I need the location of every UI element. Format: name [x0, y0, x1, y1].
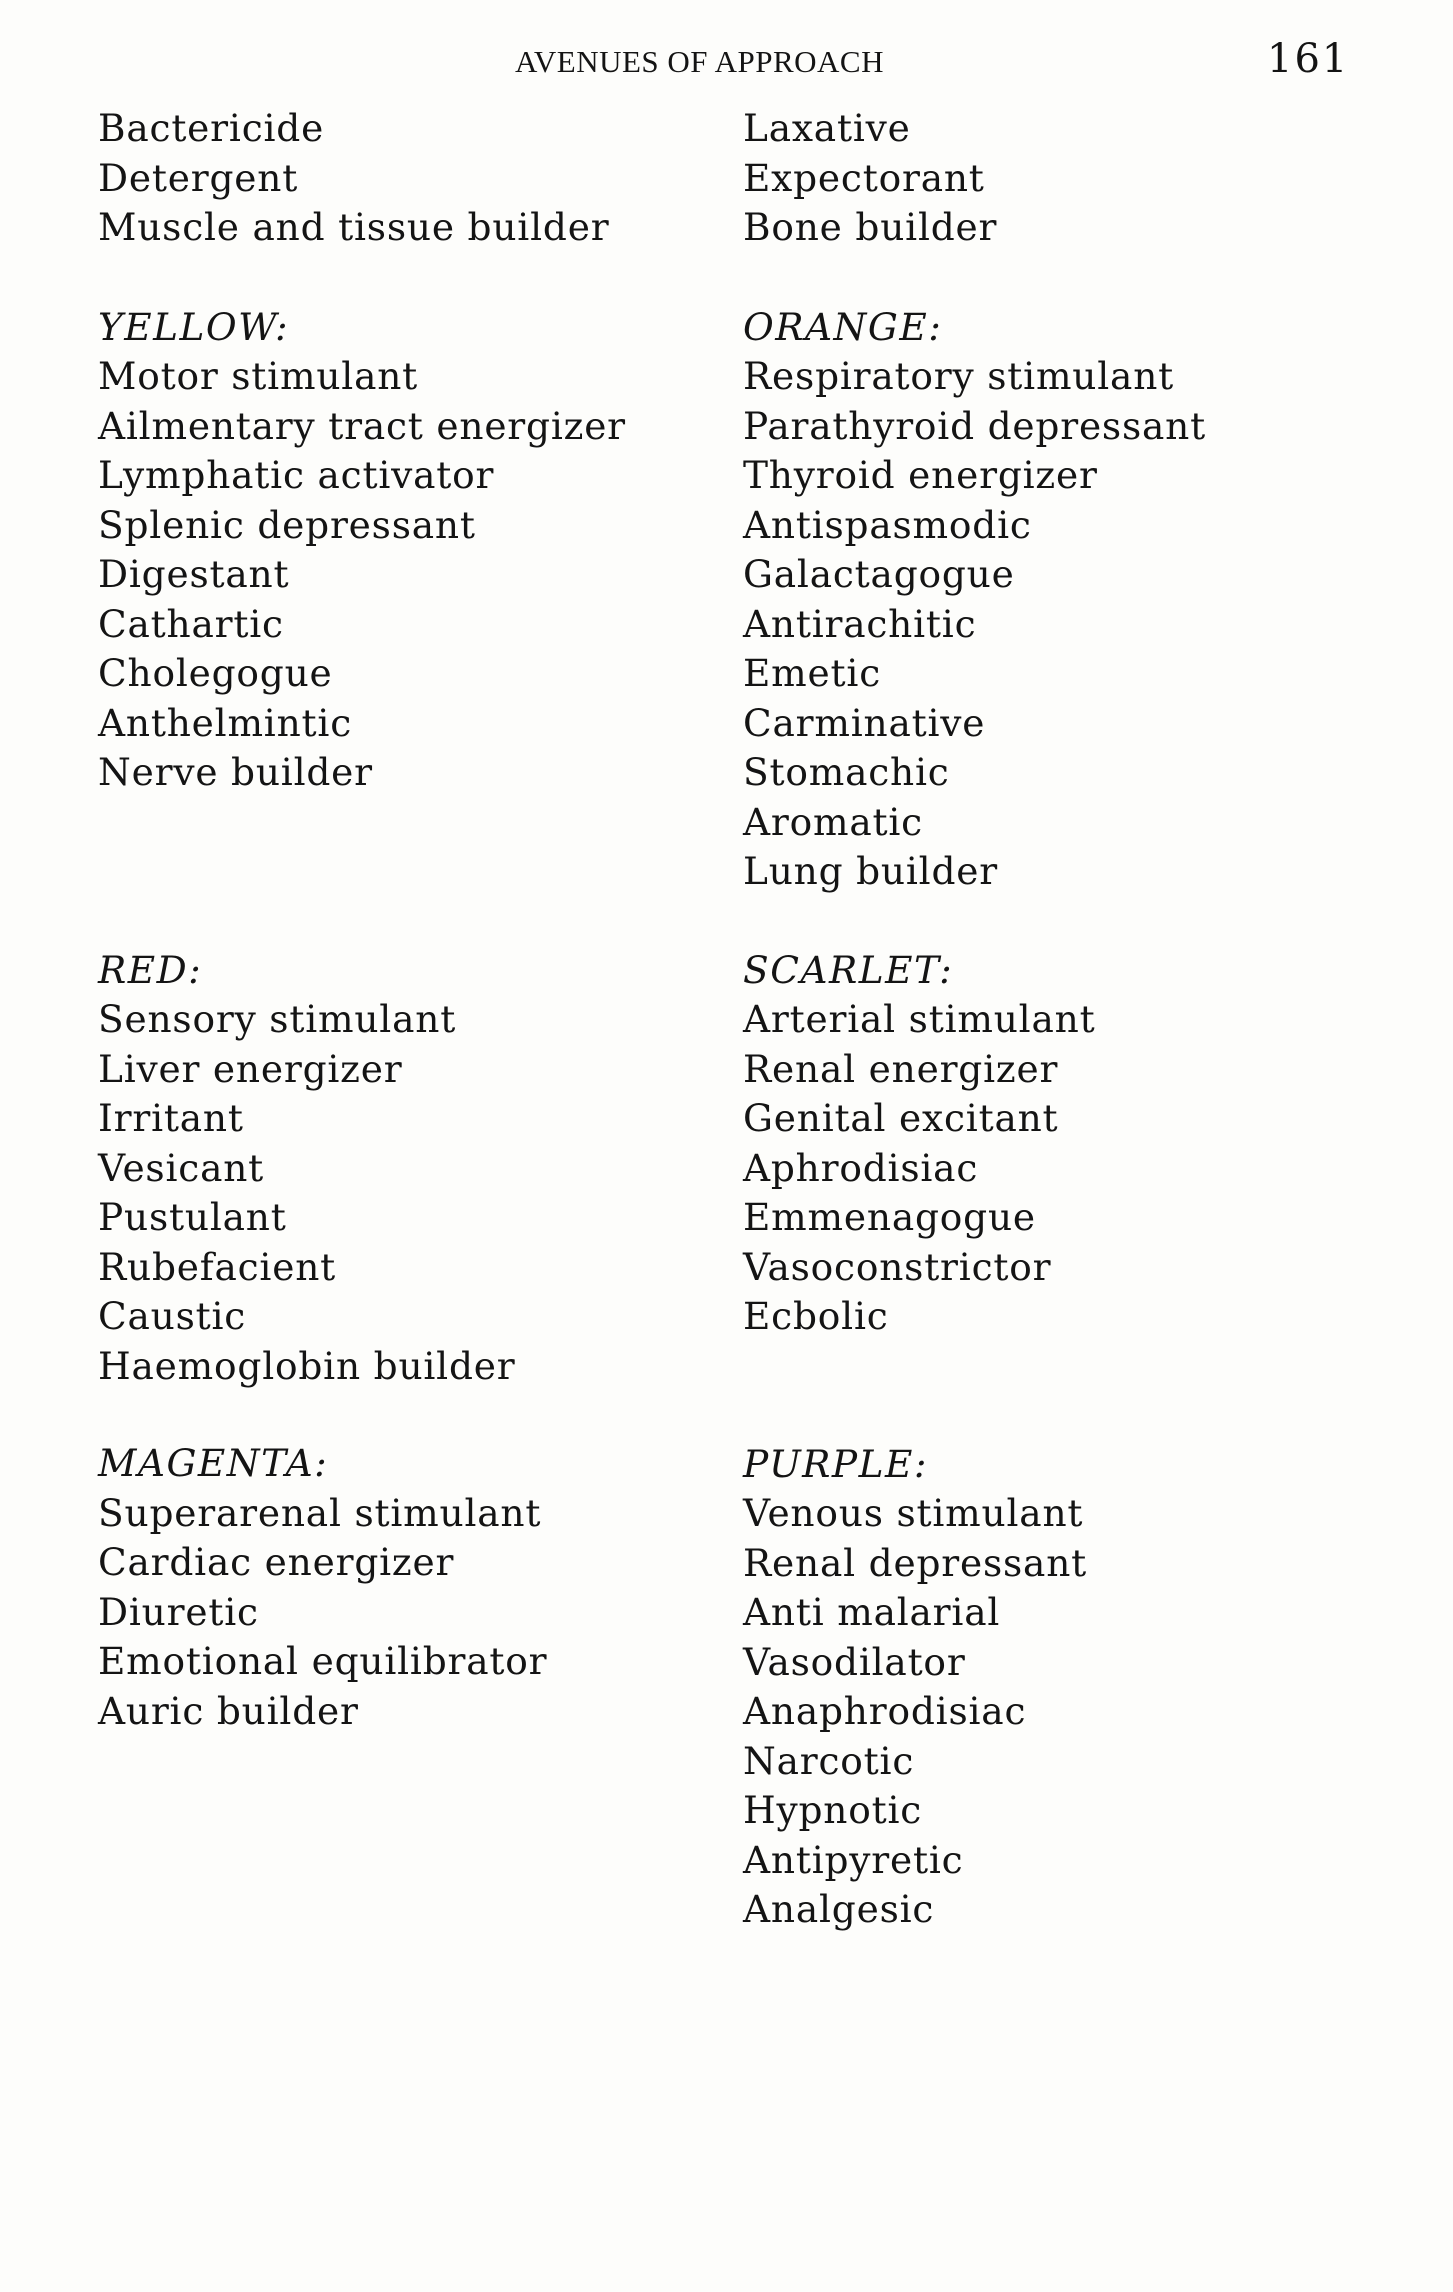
- yellow-section: [98, 303, 718, 798]
- list-item: Rubefacient: [98, 1244, 337, 1289]
- right-column: [743, 104, 1383, 1935]
- list-item: Anaphrodisiac: [743, 1689, 1027, 1733]
- list-item: Analgesic: [743, 1887, 935, 1931]
- list-item: Aromatic: [743, 799, 923, 844]
- list-item: Genital excitant: [743, 1096, 1059, 1140]
- list-item: Parathyroid depressant: [743, 403, 1207, 448]
- orange-section: [743, 303, 1383, 897]
- list-item: Haemoglobin builder: [98, 1343, 516, 1388]
- list-item: Renal energizer: [743, 1046, 1059, 1091]
- list-item: Vesicant: [98, 1145, 265, 1190]
- list-item: Hypnotic: [743, 1788, 923, 1832]
- purple-heading: PURPLE:: [743, 1441, 929, 1486]
- magenta-heading: MAGENTA:: [98, 1441, 329, 1485]
- list-item: Lung builder: [743, 849, 998, 893]
- scarlet-heading: SCARLET:: [743, 947, 954, 992]
- list-item: Expectorant: [743, 155, 985, 200]
- list-item: Sensory stimulant: [98, 997, 457, 1041]
- list-item: Nerve builder: [98, 750, 373, 794]
- red-section: [98, 946, 718, 1392]
- list-item: Cathartic: [98, 601, 284, 646]
- magenta-section: [98, 1439, 718, 1736]
- list-item: Superarenal stimulant: [98, 1490, 542, 1535]
- list-item: Splenic depressant: [98, 502, 476, 547]
- list-item: Emetic: [743, 651, 881, 695]
- list-item: Antipyretic: [743, 1837, 964, 1882]
- purple-section: [743, 1440, 1383, 1935]
- list-item: Digestant: [98, 552, 290, 596]
- list-item: Liver energizer: [98, 1046, 403, 1091]
- list-item: Emmenagogue: [743, 1195, 1036, 1239]
- list-item: Anthelmintic: [98, 700, 353, 745]
- list-item: Carminative: [743, 700, 986, 745]
- list-item: Motor stimulant: [98, 354, 419, 398]
- list-item: Bactericide: [98, 106, 325, 150]
- list-item: Diuretic: [98, 1589, 259, 1634]
- list-item: Anti malarial: [743, 1590, 1001, 1634]
- running-head: AVENUES OF APPROACH: [515, 44, 884, 79]
- list-item: Renal depressant: [743, 1540, 1088, 1585]
- scarlet-section: [743, 946, 1383, 1342]
- list-item: Venous stimulant: [743, 1491, 1084, 1535]
- list-item: Caustic: [98, 1294, 247, 1338]
- orange-heading: ORANGE:: [743, 304, 943, 349]
- list-item: Ailmentary tract energizer: [98, 403, 626, 448]
- list-item: Aphrodisiac: [743, 1145, 979, 1190]
- list-item: Antirachitic: [743, 601, 977, 646]
- list-item: Thyroid energizer: [743, 453, 1098, 497]
- list-item: Bone builder: [743, 205, 998, 249]
- list-item: Vasodilator: [743, 1639, 966, 1684]
- list-item: Respiratory stimulant: [743, 354, 1175, 398]
- list-item: Laxative: [743, 106, 911, 150]
- page-number: 161: [1267, 36, 1350, 82]
- list-item: Lymphatic activator: [98, 453, 495, 497]
- left-intro-list: [98, 104, 718, 253]
- list-item: Detergent: [98, 155, 299, 200]
- list-item: Galactagogue: [743, 552, 1015, 596]
- yellow-heading: YELLOW:: [98, 304, 290, 349]
- list-item: Emotional equilibrator: [98, 1639, 548, 1683]
- list-item: Muscle and tissue builder: [98, 205, 610, 249]
- list-item: Auric builder: [98, 1688, 359, 1733]
- red-heading: RED:: [98, 947, 203, 992]
- list-item: Cholegogue: [98, 651, 333, 695]
- list-item: Pustulant: [98, 1195, 287, 1239]
- right-intro-list: [743, 104, 1383, 253]
- list-item: Irritant: [98, 1096, 244, 1140]
- list-item: Vasoconstrictor: [743, 1244, 1052, 1289]
- list-item: Narcotic: [743, 1738, 915, 1783]
- list-item: Cardiac energizer: [98, 1540, 455, 1584]
- left-column: [98, 104, 718, 1736]
- list-item: Stomachic: [743, 750, 950, 794]
- list-item: Ecbolic: [743, 1294, 889, 1338]
- list-item: Antispasmodic: [743, 502, 1032, 547]
- list-item: Arterial stimulant: [743, 997, 1096, 1041]
